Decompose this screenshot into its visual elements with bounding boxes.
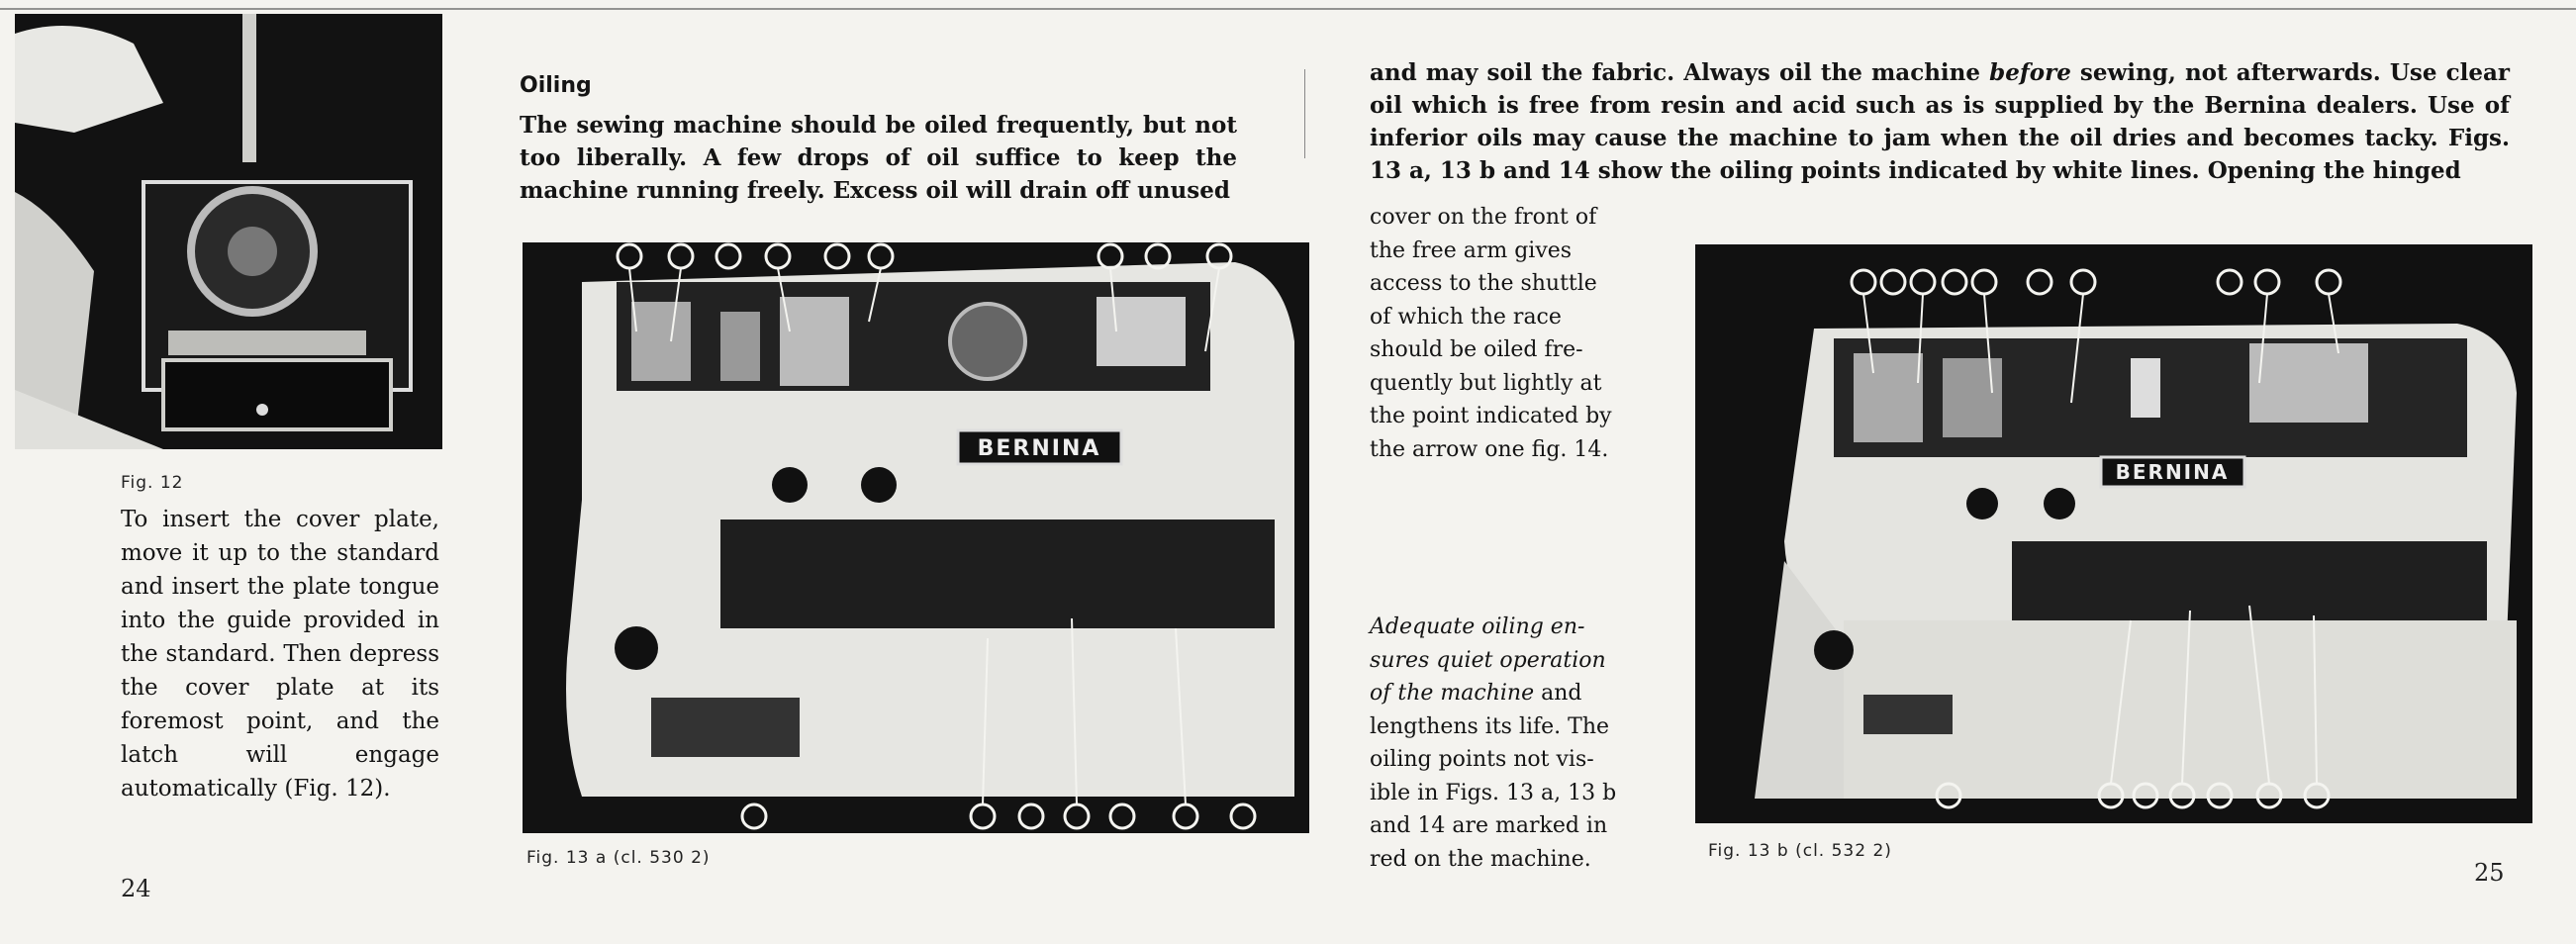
continued-text-emphasis: before: [1989, 59, 2071, 86]
right-page: [1306, 0, 2576, 944]
fig13b-brand: BERNINA: [2115, 460, 2230, 484]
page-number-right: 25: [2474, 859, 2505, 887]
adequate-oiling-rest: and lengthens its life. The oiling points not vis- ible in Figs. 13 a, 13 b and 14 are marked in red on the machine.: [1370, 681, 1617, 872]
fig13b-photo: [1695, 244, 2532, 823]
fig13a-photo: [523, 242, 1309, 833]
fig13a-brand: BERNINA: [977, 436, 1101, 461]
continued-text-before: and may soil the fabric. Always oil the machine: [1370, 59, 1990, 86]
oiling-continued-text: [1370, 56, 2510, 187]
fig13a-caption: Fig. 13 a (cl. 530 2): [526, 848, 711, 868]
top-rule: [1306, 8, 2576, 10]
top-rule: [0, 8, 1306, 10]
page-number-left: 24: [121, 875, 151, 902]
adequate-oiling-text: [1370, 611, 1657, 876]
fig12-caption: Fig. 12: [121, 473, 184, 493]
adequate-oiling-emphasis: Adequate oiling en- sures quiet operation of the machine: [1370, 614, 1606, 706]
column-divider: [1304, 69, 1305, 158]
oiling-heading: Oiling: [520, 73, 592, 98]
shuttle-access-text: cover on the front of the free arm gives access to the shuttle of which the race should be oiled fre- quently but lightly at the point indicated by the arrow one fig. 14.: [1370, 205, 1612, 462]
fig13b-caption: Fig. 13 b (cl. 532 2): [1708, 841, 1892, 861]
insert-cover-plate-text: To insert the cover plate, move it up to the standard and insert the plate tongue into the guide provided in the standard. Then depress the cover plate at its foremost point, and the latch will engage automatically (Fig. 12).: [121, 507, 439, 802]
continued-text-after: sewing, not afterwards. Use clear oil which is free from resin and acid such as is supplied by the Bernina dealers. Use of inferior oils may cause the machine to jam when the oil dries and becomes tacky. Figs. 13 a, 13 b and 14 show the oiling points indicated by white lines. Opening the hinged: [1370, 59, 2510, 184]
oiling-intro-text: The sewing machine should be oiled frequently, but not too liberally. A few drops of oil suffice to keep the machine running freely. Excess oil will drain off unused: [520, 112, 1237, 204]
fig12-photo: [15, 14, 442, 449]
